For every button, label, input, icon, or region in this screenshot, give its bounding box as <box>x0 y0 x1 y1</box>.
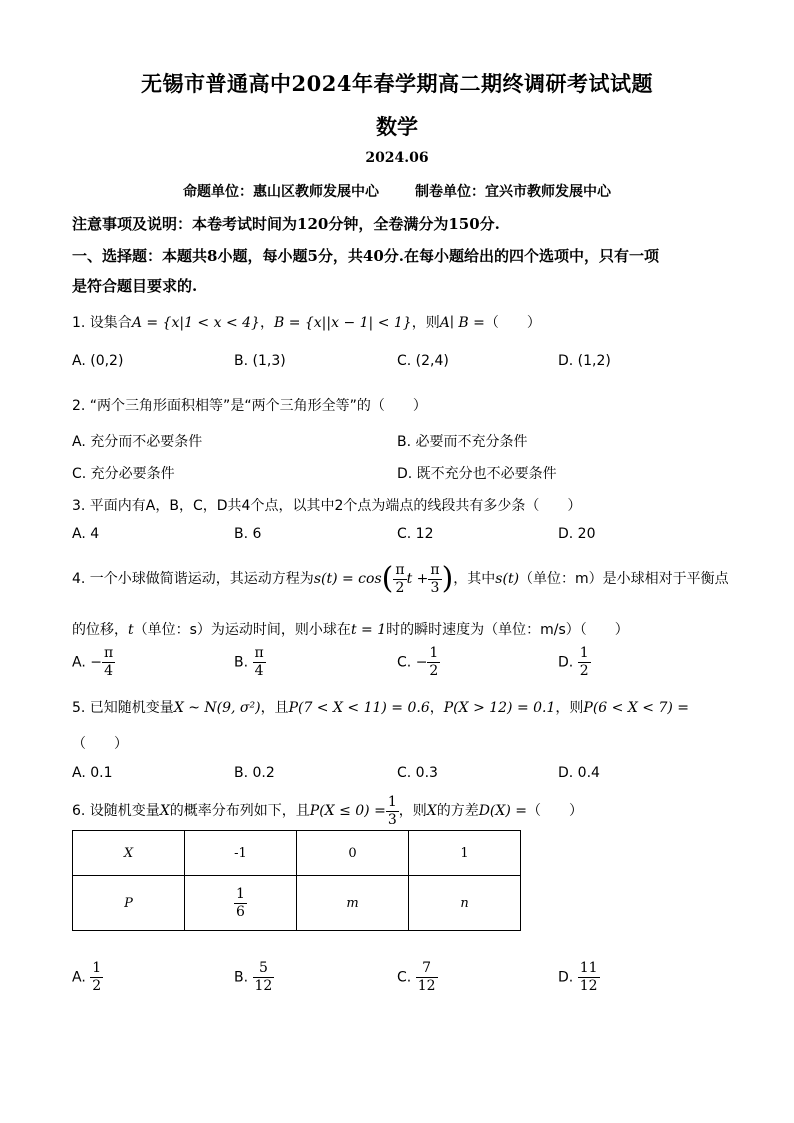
proposition-unit: 命题单位：惠山区教师发展中心 <box>183 184 379 200</box>
q4-b-label: B. <box>234 654 249 671</box>
question-5-stem <box>72 697 689 717</box>
units-line <box>0 181 794 201</box>
q1-set-a: A = {x|1 < x < 4} <box>131 315 260 331</box>
question-3-stem: 3. 平面内有A，B，C，D共4个点，以其中2个点为端点的线段共有多少条（ ） <box>72 498 582 514</box>
q6-prefix: 6. 设随机变量 <box>72 803 160 819</box>
q6-d-label: D. <box>558 969 574 986</box>
q4-d-label: D. <box>558 654 574 671</box>
q4-t-eq: t = 1 <box>350 622 387 638</box>
q5-option-d: D. 0.4 <box>558 765 600 781</box>
q5-p2: P(X > 12) = 0.1 <box>443 700 556 716</box>
q6-x2: X <box>426 803 437 819</box>
q4-st: s(t) <box>495 571 520 587</box>
q4-frac2-num: π <box>430 561 440 578</box>
q4-func: s(t) = cos <box>313 571 382 587</box>
notice-line: 注意事项及说明：本卷考试时间为120分钟，全卷满分为150分. <box>72 215 500 233</box>
q6-a-frac <box>90 960 103 995</box>
q1-option-b: B. (1,3) <box>234 353 286 369</box>
printing-unit: 制卷单位：宜兴市教师发展中心 <box>415 184 611 200</box>
q6-b-den: 12 <box>254 978 273 994</box>
cell-m: m <box>346 895 359 911</box>
q6-b-num: 5 <box>253 960 275 978</box>
q4-right-paren: ) <box>441 561 454 596</box>
table-cell: 0 <box>297 831 409 876</box>
q6-a-den: 2 <box>92 978 102 994</box>
q4-c-den: 2 <box>429 663 439 679</box>
section-heading-line2: 是符合题目要求的. <box>72 277 198 295</box>
q4-c-sign: − <box>415 654 428 671</box>
q4-prefix: 4. 一个小球做简谐运动，其运动方程为 <box>72 571 314 587</box>
q4-a-label: A. <box>72 654 86 671</box>
q4-frac1-num: π <box>395 561 405 578</box>
q2-option-b: B. 必要而不充分条件 <box>397 434 528 450</box>
q5-option-b: B. 0.2 <box>234 765 275 781</box>
q1-option-a: A. (0,2) <box>72 353 124 369</box>
q6-d-frac <box>578 960 600 995</box>
q1-sep: ， <box>259 315 274 331</box>
q4-d-den: 2 <box>579 663 589 679</box>
q6-b-frac <box>253 960 275 995</box>
q4-left-paren: ( <box>381 561 394 596</box>
q4-frac2-den: 3 <box>430 579 440 596</box>
table-cell <box>185 876 297 931</box>
q3-option-c: C. 12 <box>397 526 434 542</box>
q5-prefix: 5. 已知随机变量 <box>72 700 174 716</box>
q1-set-b: B = {x||x − 1| < 1} <box>273 315 412 331</box>
q6-c-label: C. <box>397 969 412 986</box>
q4-a-den: 4 <box>104 663 114 679</box>
cell-n: n <box>460 895 469 911</box>
q6-c-num: 7 <box>416 960 438 978</box>
table-row <box>73 876 521 931</box>
cell-x-header: X <box>123 845 134 861</box>
q6-c-den: 12 <box>417 978 436 994</box>
q2-option-d: D. 既不充分也不必要条件 <box>397 466 557 482</box>
q6-mid3: 的方差 <box>436 803 479 819</box>
q4-option-d <box>558 645 591 680</box>
q1-option-c: C. (2,4) <box>397 353 449 369</box>
q4-c-label: C. <box>397 654 412 671</box>
q4-c-num: 1 <box>429 645 439 661</box>
question-4-stem-line1 <box>72 556 729 602</box>
table-cell <box>409 876 521 931</box>
cell-p-header: P <box>124 895 133 911</box>
q3-option-b: B. 6 <box>234 526 262 542</box>
q6-option-d <box>558 960 600 995</box>
q4-b-den: 4 <box>254 663 264 679</box>
table-cell <box>73 876 185 931</box>
q2-option-a: A. 充分而不必要条件 <box>72 434 203 450</box>
q5-option-a: A. 0.1 <box>72 765 113 781</box>
q4-t-plus: t + <box>406 571 429 587</box>
question-1-stem <box>72 312 541 332</box>
q6-paren: （ ） <box>527 803 583 819</box>
q4-b-num: π <box>254 645 264 661</box>
q6-d-den: 12 <box>579 978 598 994</box>
cell-frac-den: 6 <box>236 903 245 920</box>
q4-option-c <box>397 645 440 680</box>
q5-option-c: C. 0.3 <box>397 765 438 781</box>
q4-option-a <box>72 645 115 680</box>
exam-date: 2024.06 <box>365 150 429 166</box>
q5-mid3: ，则 <box>555 700 584 716</box>
q5-p3: P(6 < X < 7) = <box>583 700 689 716</box>
question-6-stem <box>72 792 583 830</box>
q1-option-d: D. (1,2) <box>558 353 611 369</box>
q4-frac-pi-2 <box>393 562 406 597</box>
q5-paren: （ ） <box>72 736 128 752</box>
q6-d-num: 11 <box>579 960 598 976</box>
q1-prefix: 1. 设集合 <box>72 315 132 331</box>
q6-c-frac <box>416 960 438 995</box>
q6-mid2: ，则 <box>398 803 427 819</box>
q4-a-num: π <box>103 645 114 661</box>
cell-frac <box>234 886 247 921</box>
q4-line2b: （单位：s）为运动时间，则小球在 <box>133 622 351 638</box>
q6-option-c <box>397 960 438 995</box>
exam-title: 无锡市普通高中2024年春学期高二期终调研考试试题 <box>141 71 653 96</box>
q6-dx: D(X) = <box>478 803 527 819</box>
q6-a-label: A. <box>72 969 86 986</box>
q4-mid: ，其中 <box>453 571 496 587</box>
q4-frac-pi-3 <box>428 562 441 597</box>
q6-x: X <box>159 803 170 819</box>
q3-option-d: D. 20 <box>558 526 596 542</box>
q4-tail1: （单位：m）是小球相对于平衡点 <box>519 571 729 587</box>
q1-paren: （ ） <box>484 315 541 331</box>
subject-title: 数学 <box>376 114 418 139</box>
q6-option-a <box>72 960 103 995</box>
q4-a-sign: − <box>90 654 102 671</box>
q4-frac1-den: 2 <box>395 579 405 596</box>
q2-option-c: C. 充分必要条件 <box>72 466 175 482</box>
q3-option-a: A. 4 <box>72 526 100 542</box>
q4-b-frac <box>253 645 266 680</box>
q6-mid1: 的概率分布列如下，且 <box>169 803 310 819</box>
table-cell <box>73 831 185 876</box>
q6-option-b <box>234 960 274 995</box>
q1-suffix: ，则 <box>411 315 440 331</box>
table-cell: -1 <box>185 831 297 876</box>
q6-p-frac <box>386 794 399 829</box>
q4-line2c: 时的瞬时速度为（单位：m/s）（ ） <box>386 622 629 638</box>
question-2-stem: 2. “两个三角形面积相等”是“两个三角形全等”的（ ） <box>72 398 427 414</box>
q4-d-num: 1 <box>579 645 589 661</box>
q5-p1: P(7 < X < 11) = 0.6 <box>288 700 430 716</box>
q4-t-var: t <box>128 622 134 638</box>
section-heading-line1: 一、选择题：本题共8小题，每小题5分，共40分.在每小题给出的四个选项中，只有一项 <box>72 247 659 265</box>
q5-mid2: ， <box>429 700 444 716</box>
table-cell: 1 <box>409 831 521 876</box>
cell-frac-num: 1 <box>236 885 245 902</box>
q4-c-frac <box>427 645 440 680</box>
q6-p-den: 3 <box>387 811 397 828</box>
q4-d-frac <box>578 645 591 680</box>
table-cell <box>297 876 409 931</box>
distribution-table <box>72 830 521 931</box>
q4-line2a: 的位移， <box>72 622 128 638</box>
question-4-stem-line2 <box>72 619 629 639</box>
q6-p-expr: P(X ≤ 0) = <box>309 803 386 819</box>
q4-option-b <box>234 645 266 680</box>
q6-a-num: 1 <box>92 960 102 976</box>
q6-b-label: B. <box>234 969 249 986</box>
q1-expr: A∣ B = <box>439 315 485 331</box>
q5-dist: X ~ N(9, σ²) <box>173 700 261 716</box>
q4-a-frac <box>102 645 115 680</box>
q6-p-num: 1 <box>387 793 397 810</box>
table-row <box>73 831 521 876</box>
q5-mid1: ，且 <box>260 700 289 716</box>
